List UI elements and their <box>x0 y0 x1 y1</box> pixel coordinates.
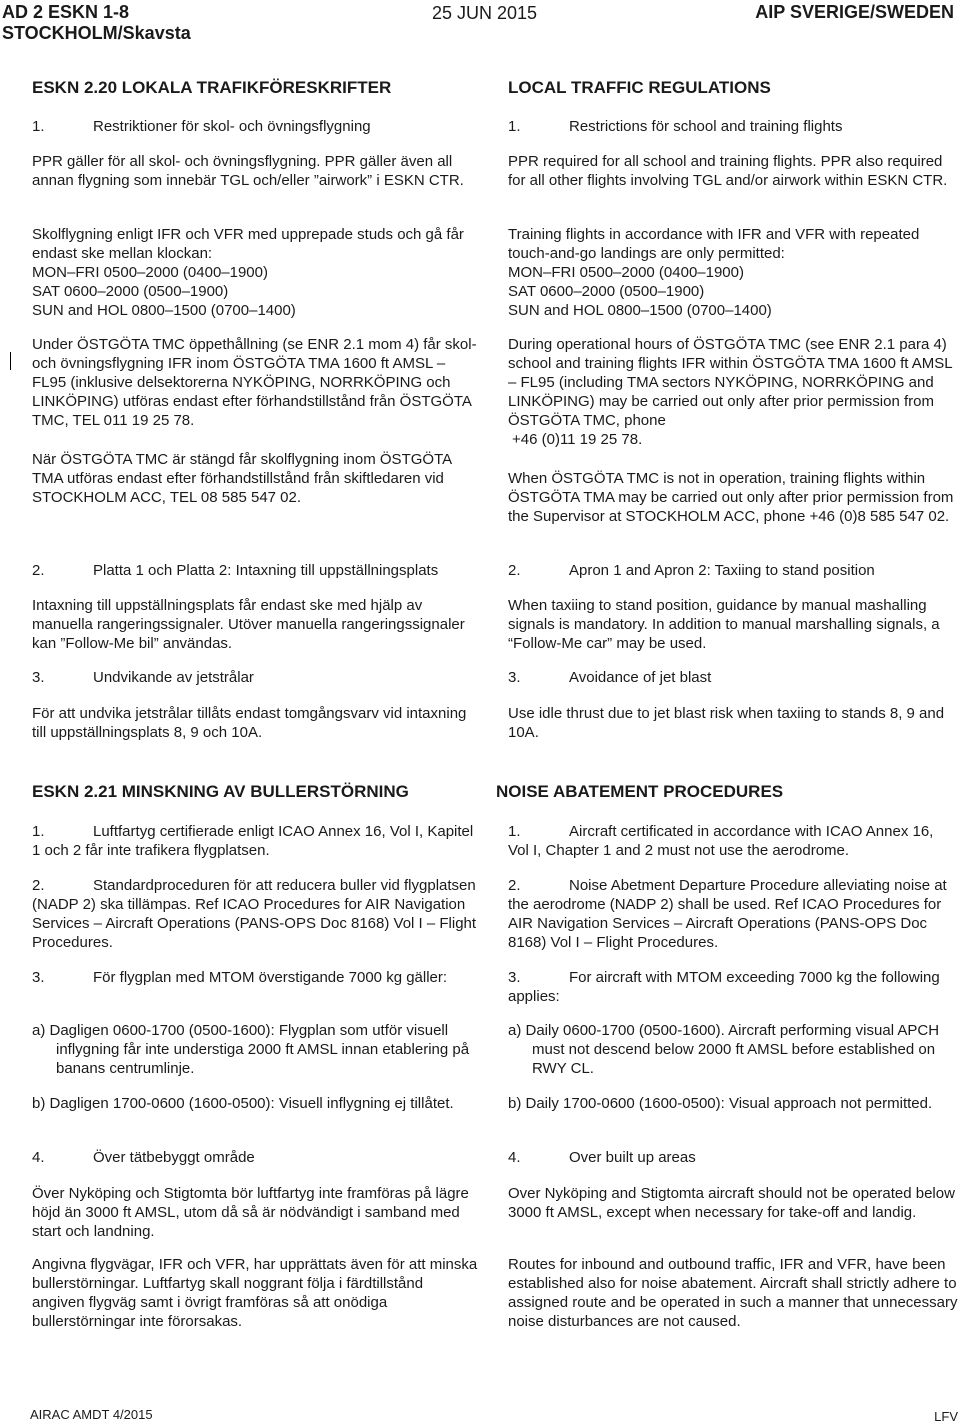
tmc-phone: +46 (0)11 19 25 78. <box>512 431 643 448</box>
heading-text: Avoidance of jet blast <box>569 669 712 686</box>
hours-mon-fri: MON–FRI 0500–2000 (0400–1900) <box>508 264 744 281</box>
hours-sat: SAT 0600–2000 (0500–1900) <box>508 283 705 300</box>
heading-text: Restriktioner för skol- och övningsflygning <box>93 118 371 135</box>
item-number: 3. <box>32 969 45 986</box>
noise-item-a-sv: a) Dagligen 0600-1700 (0500-1600): Flygplan som utför visuell inflygning får inte understiga 2000 ft AMSL innan etablering på banans centrumlinje. <box>32 1022 470 1077</box>
noise-item-2-sv <box>32 876 478 952</box>
section-title-traffic-sv: ESKN 2.20 LOKALA TRAFIKFÖRESKRIFTER <box>32 78 392 97</box>
item-text: Över tätbebyggt område <box>93 1149 255 1166</box>
hours-mon-fri: MON–FRI 0500–2000 (0400–1900) <box>32 264 268 281</box>
item-number: 1. <box>32 823 45 840</box>
heading-text: Platta 1 och Platta 2: Intaxning till uppställningsplats <box>93 562 439 579</box>
header-date: 25 JUN 2015 <box>432 3 538 23</box>
item-number: 3. <box>508 969 521 986</box>
noise-item-2-en <box>508 876 958 952</box>
item-text: Aircraft certificated in accordance with ICAO Annex 16, Vol I, Chapter 1 and 2 must not use the aerodrome. <box>508 823 934 859</box>
heading-text: Restrictions för school and training flights <box>569 118 843 135</box>
heading-number: 3. <box>32 669 45 686</box>
paragraph-tmc-open-en <box>508 335 958 449</box>
paragraph-jetblast-en: Use idle thrust due to jet blast risk when taxiing to stands 8, 9 and 10A. <box>508 705 945 741</box>
paragraph-ppr-sv: PPR gäller för all skol- och övningsflygning. PPR gäller även all annan flygning som innebär TGL och/eller ”airwork” i ESKN CTR. <box>32 153 464 189</box>
paragraph-taxiing-en: When taxiing to stand position, guidance by manual mashalling signals is mandatory. In addition to manual marshalling signals, a “Follow-Me car” may be used. <box>508 597 940 652</box>
paragraph-routes-en: Routes for inbound and outbound traffic, IFR and VFR, have been established also for noise abatement. Aircraft shall strictly adhere to assigned route and be operated in such a manner that unnecessary noise disturbances are not caused. <box>508 1256 958 1330</box>
noise-item-b-sv: b) Dagligen 1700-0600 (1600-0500): Visuell inflygning ej tillåtet. <box>32 1095 454 1112</box>
item-number: 2. <box>32 877 45 894</box>
hours-sun-hol: SUN and HOL 0800–1500 (0700–1400) <box>508 302 772 319</box>
noise-item-3-en <box>508 968 958 1006</box>
footer-amendment: AIRAC AMDT 4/2015 <box>30 1407 153 1422</box>
noise-item-4-en <box>508 1148 696 1167</box>
paragraph-built-up-sv: Över Nyköping och Stigtomta bör luftfartyg inte framföras på lägre höjd än 3000 ft AMSL, utom då så är nödvändigt i samband med start och landning. <box>32 1185 469 1240</box>
item-text: För flygplan med MTOM överstigande 7000 kg gäller: <box>93 969 448 986</box>
heading-number: 2. <box>32 562 45 579</box>
item-text: Over built up areas <box>569 1149 696 1166</box>
hours-sun-hol: SUN and HOL 0800–1500 (0700–1400) <box>32 302 296 319</box>
heading-number: 2. <box>508 562 521 579</box>
heading-number: 3. <box>508 669 521 686</box>
section-title-noise-en: NOISE ABATEMENT PROCEDURES <box>496 782 784 801</box>
section-title-noise-sv: ESKN 2.21 MINSKNING AV BULLERSTÖRNING <box>32 782 409 801</box>
heading-2-en <box>508 561 875 580</box>
heading-text: Apron 1 and Apron 2: Taxiing to stand position <box>569 562 875 579</box>
noise-item-a-en: a) Daily 0600-1700 (0500-1600). Aircraft performing visual APCH must not descend below 2000 ft AMSL before established on RWY CL. <box>508 1022 940 1077</box>
paragraph-jetblast-sv: För att undvika jetstrålar tillåts endast tomgångsvarv vid intaxning till uppställningsplats 8, 9 och 10A. <box>32 705 467 741</box>
item-text: Luftfartyg certifierade enligt ICAO Annex 16, Vol I, Kapitel 1 och 2 får inte trafikera flygplatsen. <box>32 823 474 859</box>
noise-item-3-sv <box>32 968 447 987</box>
item-number: 4. <box>508 1149 521 1166</box>
paragraph-hours-en <box>508 225 958 320</box>
amendment-change-bar <box>10 352 11 370</box>
noise-item-1-sv <box>32 822 478 860</box>
section-title-traffic-en: LOCAL TRAFFIC REGULATIONS <box>508 78 771 97</box>
paragraph-tmc-open-sv: Under ÖSTGÖTA TMC öppethållning (se ENR 2.1 mom 4) får skol- och övningsflygning IFR inom ÖSTGÖTA TMA 1600 ft AMSL – FL95 (inklusive delsektorerna NYKÖPING, NORRKÖPING och LINKÖPING) utföras endast efter förhandstillstånd från ÖSTGÖTA TMC, TEL 011 19 25 78. <box>32 336 477 429</box>
header-publication: AIP SVERIGE/SWEDEN <box>755 2 954 22</box>
item-text: Standardproceduren för att reducera buller vid flygplatsen (NADP 2) ska tillämpas. Ref ICAO Procedures for AIR Navigation Services – Aircraft Operations (PANS-OPS Doc 8168) Vol I – Flight Procedures. <box>32 877 477 951</box>
heading-3-en <box>508 668 711 687</box>
tmc-open-text: During operational hours of ÖSTGÖTA TMC (see ENR 2.1 para 4) school and training flights IFR within ÖSTGÖTA TMA 1600 ft AMSL – FL95 (including TMA sectors NYKÖPING, NORRKÖPING and LINKÖPING) may be carried out only after prior permission from ÖSTGÖTA TMC, phone <box>508 336 953 429</box>
noise-item-b-en: b) Daily 1700-0600 (1600-0500): Visual approach not permitted. <box>508 1095 933 1112</box>
header-section-code: AD 2 ESKN 1-8 <box>2 2 130 22</box>
paragraph-tmc-closed-en: When ÖSTGÖTA TMC is not in operation, training flights within ÖSTGÖTA TMA may be carried out only after prior permission from the Supervisor at STOCKHOLM ACC, phone +46 (0)8 585 547 02. <box>508 470 954 525</box>
item-number: 1. <box>508 823 521 840</box>
heading-number: 1. <box>32 118 45 135</box>
hours-intro: Skolflygning enligt IFR och VFR med upprepade studs och gå får endast ske mellan klockan: <box>32 226 464 262</box>
hours-intro: Training flights in accordance with IFR and VFR with repeated touch-and-go landings are only permitted: <box>508 226 920 262</box>
noise-item-4-sv <box>32 1148 255 1167</box>
heading-1-en <box>508 117 842 136</box>
heading-2-sv <box>32 561 438 580</box>
heading-1-sv <box>32 117 371 136</box>
heading-text: Undvikande av jetstrålar <box>93 669 254 686</box>
item-number: 2. <box>508 877 521 894</box>
noise-item-1-en <box>508 822 958 860</box>
item-text: Noise Abetment Departure Procedure alleviating noise at the aerodrome (NADP 2) shall be used. Ref ICAO Procedures for AIR Navigation Services – Aircraft Operations (PANS-OPS Doc 8168) Vol I – Flight Procedures. <box>508 877 947 951</box>
paragraph-built-up-en: Over Nyköping and Stigtomta aircraft should not be operated below 3000 ft AMSL, except when necessary for take-off and landig. <box>508 1185 955 1221</box>
footer-publisher: LFV <box>934 1409 958 1424</box>
heading-number: 1. <box>508 118 521 135</box>
item-number: 4. <box>32 1149 45 1166</box>
item-text: For aircraft with MTOM exceeding 7000 kg the following applies: <box>508 969 940 1005</box>
hours-sat: SAT 0600–2000 (0500–1900) <box>32 283 229 300</box>
paragraph-hours-sv <box>32 225 478 320</box>
header-aerodrome: STOCKHOLM/Skavsta <box>2 23 191 43</box>
header-doc-id <box>2 2 191 44</box>
paragraph-tmc-closed-sv: När ÖSTGÖTA TMC är stängd får skolflygning inom ÖSTGÖTA TMA utföras endast efter förhandstillstånd från skiftledaren vid STOCKHOLM ACC, TEL 08 585 547 02. <box>32 451 452 506</box>
paragraph-ppr-en: PPR required for all school and training flights. PPR also required for all other flights involving TGL and/or airwork within ESKN CTR. <box>508 153 948 189</box>
heading-3-sv <box>32 668 254 687</box>
paragraph-routes-sv: Angivna flygvägar, IFR och VFR, har upprättats även för att minska bullerstörningar. Luftfartyg skall noggrant följa i färdtillstånd angiven flygväg samt i övrigt framföras så att onödiga bullerstörningar inte förorsakas. <box>32 1256 478 1330</box>
paragraph-taxiing-sv: Intaxning till uppställningsplats får endast ske med hjälp av manuella rangeringssignaler. Utöver manuella rangeringssignaler kan ”Follow-Me bil” användas. <box>32 597 465 652</box>
